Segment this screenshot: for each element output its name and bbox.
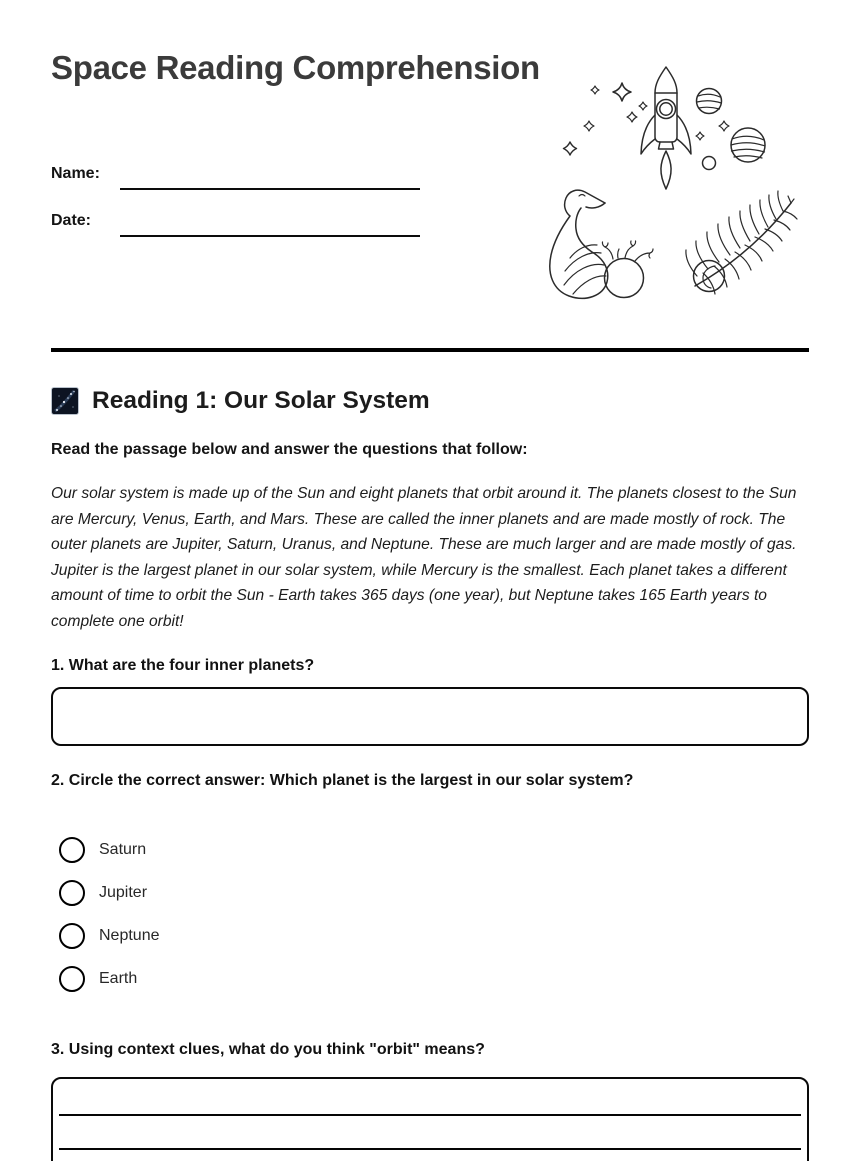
option-row-earth[interactable]: [59, 966, 160, 992]
radio-button-icon[interactable]: [59, 880, 85, 906]
question-3-label: 3. Using context clues, what do you think "orbit" means?: [51, 1041, 485, 1058]
option-label: Saturn: [99, 841, 147, 858]
option-row-saturn[interactable]: [59, 837, 160, 863]
option-label: Earth: [99, 970, 138, 987]
page-title: Space Reading Comprehension: [51, 49, 540, 86]
crescent-planet-icon: [694, 261, 725, 292]
writing-line: [59, 1114, 801, 1116]
writing-line: [59, 1148, 801, 1150]
option-row-jupiter[interactable]: [59, 880, 160, 906]
option-row-neptune[interactable]: [59, 923, 160, 949]
section-heading-label: Reading 1: Our Solar System: [92, 387, 430, 414]
striped-planet-small-icon: [697, 89, 722, 114]
instruction-text: Read the passage below and answer the questions that follow:: [51, 441, 528, 458]
question-2-label: 2. Circle the correct answer: Which planet is the largest in our solar system?: [51, 772, 634, 789]
date-input-line[interactable]: [120, 235, 420, 237]
rocket-icon: [641, 67, 691, 189]
swan-doodle-icon: [550, 190, 608, 298]
section-divider: [51, 348, 809, 352]
option-label: Neptune: [99, 927, 160, 944]
sprout-planet-icon: [602, 241, 653, 298]
space-doodle-illustration: [545, 53, 813, 305]
name-label: Name:: [51, 165, 100, 182]
sparkle-stars-icon: [564, 83, 730, 155]
question-1-label: 1. What are the four inner planets?: [51, 657, 315, 674]
question-2-options: [59, 837, 160, 992]
radio-button-icon[interactable]: [59, 966, 85, 992]
small-moon-icon: [703, 157, 716, 170]
option-label: Jupiter: [99, 884, 148, 901]
name-input-line[interactable]: [120, 188, 420, 190]
radio-button-icon[interactable]: [59, 923, 85, 949]
striped-planet-large-icon: [731, 128, 765, 162]
reading-passage: Our solar system is made up of the Sun and eight planets that orbit around it. The planets closest to the Sun are Mercury, Venus, Earth, and Mars. These are called the inner planets and are made mostly of rock. The outer planets are Jupiter, Saturn, Uranus, and Neptune. These are much larger and are made mostly of gas. Jupiter is the largest planet in our solar system, while Mercury is the smallest. Each planet takes a different amount of time to orbit the Sun - Earth takes 365 days (one year), but Neptune takes 165 Earth years to complete one orbit!: [51, 485, 797, 630]
milky-way-emoji-icon: [51, 387, 79, 415]
question-1-answer-box[interactable]: [51, 687, 809, 746]
section-heading: [51, 387, 809, 415]
question-3-answer-box[interactable]: [51, 1077, 809, 1161]
date-label: Date:: [51, 212, 92, 229]
radio-button-icon[interactable]: [59, 837, 85, 863]
